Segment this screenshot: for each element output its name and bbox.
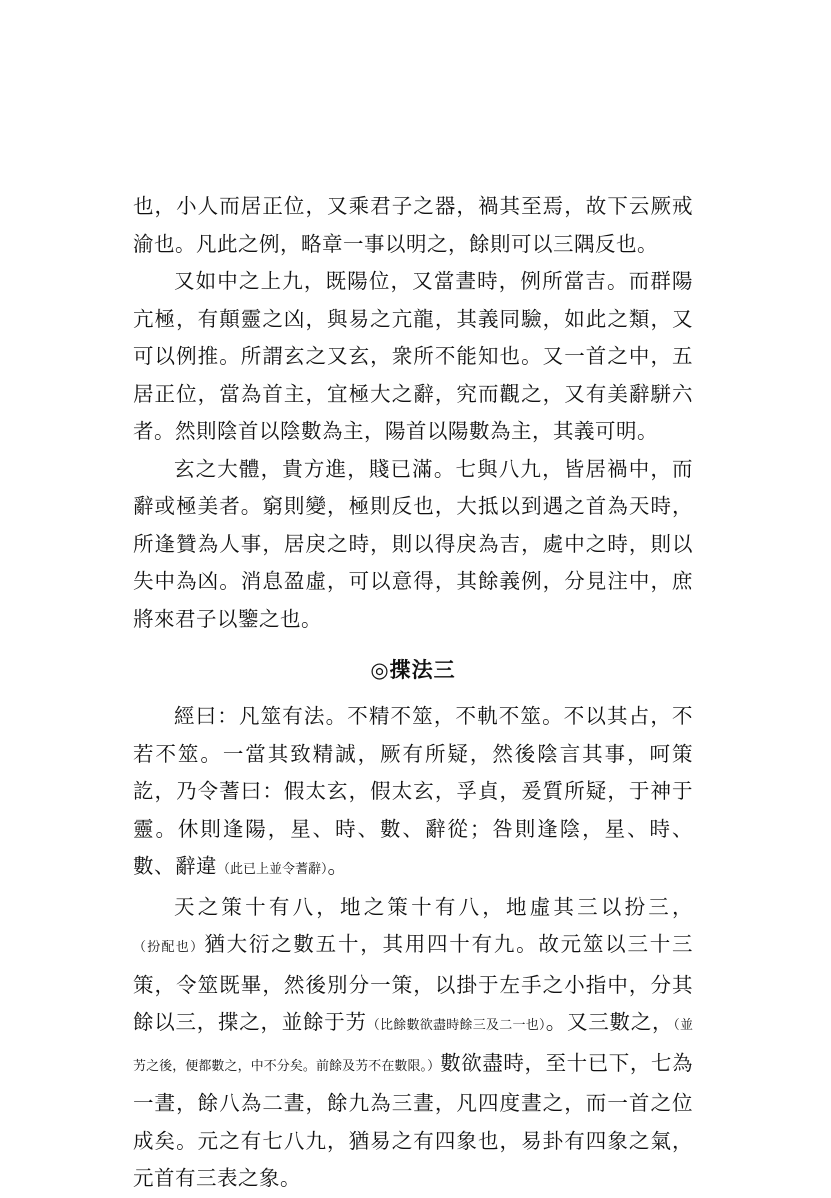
- paragraph-continuation: 也，小人而居正位，又乘君子之器，禍其至焉，故下云厥戒渝也。凡此之例，略章一事以明之，餘則可以三隅反也。: [133, 194, 693, 256]
- section-title: ◎揲法三: [370, 658, 456, 682]
- paragraph-xuan-da-ti: 玄之大體，貴方進，賤已滿。七與八九，皆居禍中，而辭或極美者。窮則變，極則反也，大抵以到遇之首為天時，所逢贊為人事，居戾之時，則以得戾為吉，處中之時，則以失中為凶。消息盈虛，可以意得，其餘義例，分見注中，庶將來君子以鑒之也。: [133, 456, 693, 631]
- paragraph-jing-yue: [133, 698, 693, 889]
- inline-annotation: （並艻之後，便都數之，中不分矣。前餘及艻不在數限。）: [133, 1018, 693, 1074]
- inline-annotation: （扮配也）: [133, 940, 205, 955]
- paragraph-text: 經曰：凡筮有法。不精不筮，不軌不筮。不以其占，不若不筮。一當其致精誠，厥有所疑，然後陰言其事，呵策訖，乃令蓍曰：假太玄，假太玄，孚貞，爰質所疑，于神于靈。休則逢陽，星、時、數、辭從；咎則逢陰，星、時、數、辭違: [133, 704, 693, 878]
- paragraph-text: 猶大衍之數五十，其用四十有九。故元筮以三十三策，令筮既畢，然後別分一策，以掛于左手之小指中，分其餘以三，揲之，並餘于艻: [133, 932, 693, 1034]
- inline-annotation: （此已上並令蓍辭）: [217, 862, 328, 877]
- document-page: [133, 188, 693, 1198]
- paragraph-text: 。又三數之，: [545, 1010, 674, 1034]
- paragraph-text: 。: [327, 854, 349, 878]
- paragraph-shang-jiu: 又如中之上九，既陽位，又當晝時，例所當吉。而群陽亢極，有顛靈之凶，與易之亢龍，其義同驗，如此之類，又可以例推。所謂玄之又玄，衆所不能知也。又一首之中，五居正位，當為首主，宜極大之辭，究而觀之，又有美辭駢六者。然則陰首以陰數為主，陽首以陽數為主，其義可明。: [133, 269, 693, 443]
- paragraph-text: 天之策十有八，地之策十有八，地虛其三以扮三，: [174, 894, 693, 919]
- paragraph-text: 數欲盡時，至十已下，七為一晝，餘八為二晝，餘九為三晝，凡四度晝之，而一首之位成矣。元之有七八九，猶易之有四象也，易卦有四象之氣，元首有三表之象。: [133, 1050, 693, 1190]
- paragraph-tian-zhi-ce: [133, 889, 693, 1198]
- inline-annotation: （比餘數欲盡時餘三及二一也）: [366, 1018, 546, 1033]
